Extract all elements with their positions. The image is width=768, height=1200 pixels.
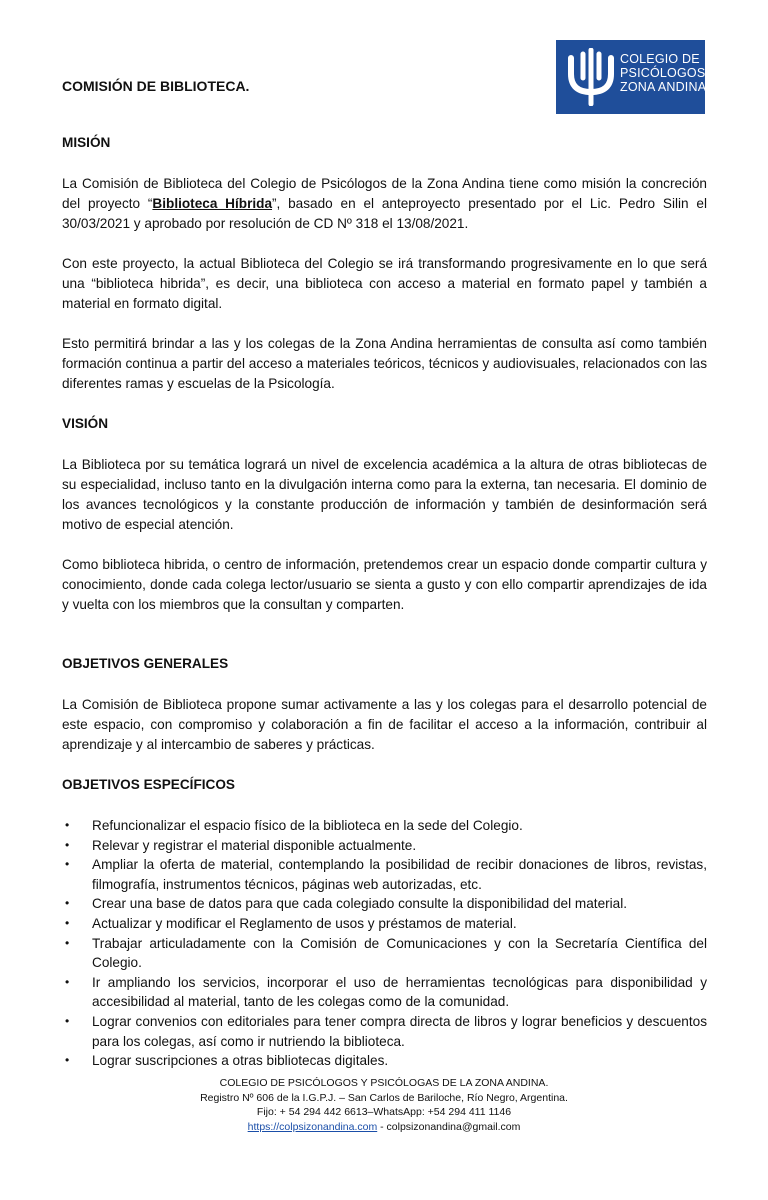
bullet-icon: •	[65, 1013, 70, 1028]
footer-phone: Fijo: + 54 294 442 6613–WhatsApp: +54 294 411 1146	[256, 1106, 512, 1118]
vision-paragraph-1: La Biblioteca por su temática logrará un nivel de excelencia académica a la altura de otras bibliotecas de su especialidad, incluso tanto en la divulgación interna como para la externa, tan necesaria. El dominio de los avances tecnológicos y la constante producción de información y también de desinformación será motivo de especial atención.	[62, 457, 707, 532]
footer-registration: Registro Nº 606 de la I.G.P.J. – San Carlos de Bariloche, Río Negro, Argentina.	[200, 1091, 568, 1104]
list-item	[62, 934, 707, 973]
mision-paragraph-1	[62, 174, 707, 234]
mision-paragraph-3: Esto permitirá brindar a las y los colegas de la Zona Andina herramientas de consulta así como también formación continua a partir del acceso a materiales teóricos, técnicos y audiovisuales, relacionados con las diferentes ramas y escuelas de la Psicología.	[62, 336, 707, 391]
vision-heading: VISIÓN	[62, 416, 109, 431]
logo-line-2: PSICÓLOGOS	[620, 66, 706, 80]
document-body	[62, 133, 707, 1071]
list-item-text: Crear una base de datos para que cada colegiado consulte la disponibilidad del material.	[92, 896, 628, 912]
list-item-text: Ir ampliando los servicios, incorporar el uso de herramientas tecnológicas para disponibilidad y accesibilidad al material, tanto de les colegas como de la comunidad.	[92, 974, 707, 1010]
objetivos-generales-heading: OBJETIVOS GENERALES	[62, 656, 229, 671]
footer-email: - colpsizonandina@gmail.com	[377, 1120, 521, 1133]
bullet-icon: •	[65, 1053, 70, 1068]
bullet-icon: •	[65, 974, 70, 989]
mision-p1-text-end: ”, basado en el anteproyecto presentado por el Lic. Pedro Silin el 30/03/2021 y aprobado por resolución de CD Nº 318 el 13/08/2021.	[62, 196, 707, 231]
bullet-icon: •	[65, 857, 70, 872]
list-item-text: Lograr suscripciones a otras bibliotecas digitales.	[92, 1053, 389, 1069]
psi-logo-icon	[566, 48, 616, 106]
logo-text	[620, 52, 706, 94]
logo-line-1: COLEGIO DE	[620, 52, 700, 66]
logo	[556, 40, 705, 114]
mision-paragraph-2: Con este proyecto, la actual Biblioteca del Colegio se irá transformando progresivamente en lo que será una “biblioteca hibrida”, es decir, una biblioteca con acceso a material en formato papel y también a material en formato digital.	[62, 256, 707, 311]
list-item-text: Refuncionalizar el espacio físico de la biblioteca en la sede del Colegio.	[92, 818, 523, 833]
list-item-text: Lograr convenios con editoriales para tener compra directa de libros y lograr beneficios y descuentos para los colegas, así como ir nutriendo la biblioteca.	[92, 1013, 707, 1049]
list-item	[62, 973, 707, 1012]
list-item	[62, 894, 707, 914]
list-item	[62, 914, 707, 934]
footer	[0, 1076, 768, 1134]
objetivos-especificos-list	[62, 816, 707, 1071]
objetivos-especificos-heading: OBJETIVOS ESPECÍFICOS	[62, 777, 235, 792]
bullet-icon: •	[65, 915, 70, 930]
list-item-text: Actualizar y modificar el Reglamento de usos y préstamos de material.	[92, 915, 517, 931]
bullet-icon: •	[65, 935, 70, 950]
list-item-text: Ampliar la oferta de material, contemplando la posibilidad de recibir donaciones de libros, revistas, filmografía, instrumentos técnicos, páginas web autorizadas, etc.	[92, 857, 707, 892]
list-item	[62, 816, 707, 836]
list-item-text: Trabajar articuladamente con la Comisión de Comunicaciones y con la Secretaría Científica del Colegio.	[92, 935, 707, 971]
footer-contact	[0, 1120, 768, 1135]
list-item-text: Relevar y registrar el material disponible actualmente.	[92, 837, 417, 853]
document-title: COMISIÓN DE BIBLIOTECA.	[62, 78, 250, 94]
objetivos-generales-paragraph: La Comisión de Biblioteca propone sumar activamente a las y los colegas para el desarrollo potencial de este espacio, con compromiso y colaboración a fin de facilitar el acceso a la información, contribuir al aprendizaje y al intercambio de saberes y prácticas.	[62, 697, 707, 752]
list-item	[62, 855, 707, 894]
logo-line-3: ZONA ANDINA	[620, 80, 707, 94]
footer-organization: COLEGIO DE PSICÓLOGOS Y PSICÓLOGAS DE LA ZONA ANDINA.	[219, 1077, 549, 1089]
vision-paragraph-2: Como biblioteca hibrida, o centro de información, pretendemos crear un espacio donde compartir cultura y conocimiento, donde cada colega lector/usuario se sienta a gusto y con ello compartir aprendizajes de ida y vuelta con los miembros que la consultan y comparten.	[62, 557, 707, 612]
mision-heading: MISIÓN	[62, 135, 111, 150]
website-link[interactable]: https://colpsizonandina.com	[247, 1120, 378, 1133]
list-item	[62, 1051, 707, 1071]
biblioteca-hibrida-highlight: Biblioteca Híbrida	[152, 196, 273, 211]
list-item	[62, 836, 707, 856]
bullet-icon: •	[65, 896, 70, 911]
list-item	[62, 1012, 707, 1051]
mision-p1-text: La Comisión de Biblioteca del Colegio de Psicólogos de la Zona Andina tiene como misión la concreción del proyecto “	[62, 176, 707, 211]
bullet-icon: •	[65, 837, 70, 852]
bullet-icon: •	[65, 818, 70, 832]
